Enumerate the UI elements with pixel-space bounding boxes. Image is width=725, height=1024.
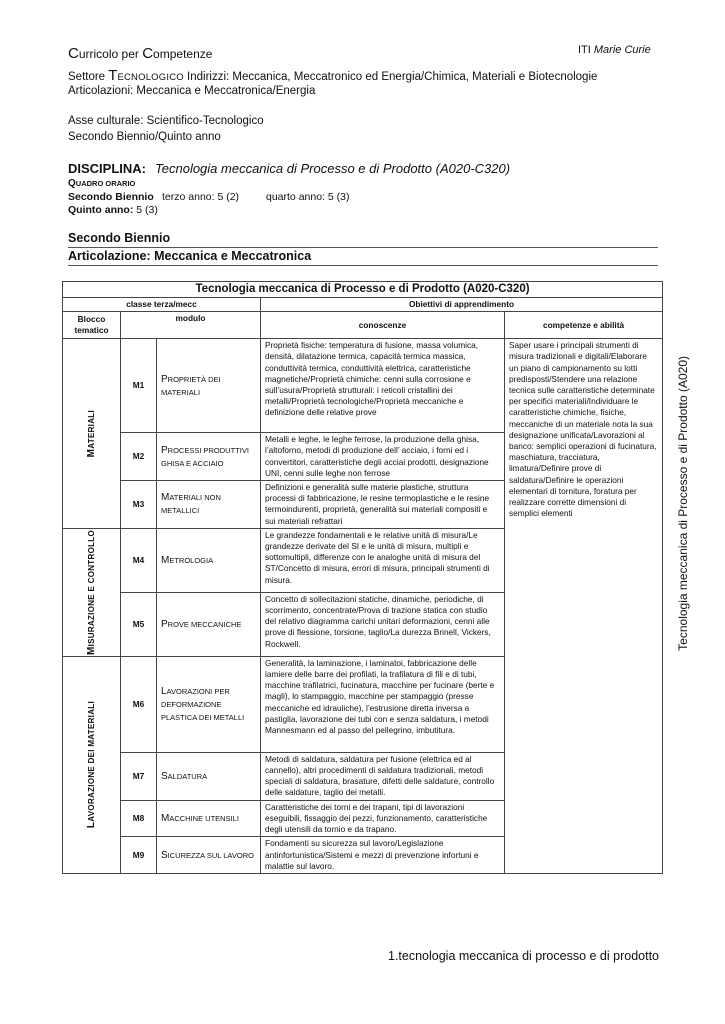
quarto-anno: quarto anno: 5 (3)	[266, 191, 350, 203]
module-name: METROLOGIA	[157, 528, 261, 592]
page-footer: 1.tecnologia meccanica di processo e di prodotto	[388, 949, 659, 963]
competenze-header: competenze e abilità	[505, 312, 663, 339]
module-conoscenze: Metalli e leghe, le leghe ferrose, la produzione della ghisa, l’altoforno, metodi di produzione dell’ acciaio, i forni ed i convertitori, caratteristiche degli acciai prodotti, designazione UNI, cenni sulle leghe non ferrose	[261, 433, 505, 481]
module-conoscenze: Generalità, la laminazione, i laminatoi, fabbricazione delle lamiere delle barre dei profilati, la trafilatura di fili e di tubi, macchine trafilatrici, fucinatura, macchine per fucinare (berte e magli), lo stampaggio, macchine per stampaggio (presse meccaniche ed idrauliche), l’estrusione diretta inversa a pastiglia, lavorazione dei tubi con e senza saldatura, i metodi Mannesmann ed al passo del pellegrino, imbutitura.	[261, 656, 505, 752]
module-name: SALDATURA	[157, 752, 261, 800]
quinto-anno: Quinto anno: 5 (3)	[68, 204, 158, 216]
competenze-cell: Saper usare i principali strumenti di misura tradizionali e digitali/Elaborare un piano di campionamento su lotti predisposti/Stendere una relazione tecnica sulle caratteristiche determinate per specifici materiali/Individuare le caratteristiche chimiche, fisiche, meccaniche di un materiale nota la sua designazione unificata/Lavorazioni al banco: semplici operazioni di fucinatura, maschiatura, tracciatura, limatura/Definire prove di saldatura/Definire le operazioni elementari di tornitura, foratura per realizzare corrette dimensioni di semplici elementi	[505, 339, 663, 874]
school-name: ITI Marie Curie	[578, 44, 651, 56]
articolazioni-line: Articolazioni: Meccanica e Meccatronica/Energia	[68, 85, 316, 97]
block-misurazione: MISURAZIONE E CONTROLLO	[63, 528, 121, 656]
articolazione-rule	[68, 265, 658, 266]
module-conoscenze: Caratteristiche dei torni e dei trapani, tipi di lavorazioni eseguibili, fissaggio dei pezzi, funzionamento, caratteristiche degli utensili da tornio e da trapano.	[261, 800, 505, 837]
quadro-orario-title: QUADRO ORARIO	[68, 178, 136, 189]
module-code: M8	[121, 800, 157, 837]
disciplina-name: Tecnologia meccanica di Processo e di Prodotto (A020-C320)	[155, 161, 511, 176]
disciplina-line	[68, 161, 511, 176]
module-name: PROPRIETÀ DEI MATERIALI	[157, 339, 261, 433]
module-name: MACCHINE UTENSILI	[157, 800, 261, 837]
asse-line: Asse culturale: Scientifico-Tecnologico	[68, 115, 264, 127]
block-lavorazione: LAVORAZIONE DEI MATERIALI	[63, 656, 121, 873]
module-conoscenze: Proprietà fisiche: temperatura di fusione, massa volumica, densità, dilatazione termica, capacità termica massica, conduttività termica, conduttività elettrica, caratteristiche magnetiche/Proprietà chimiche: cenni sulla corrosione e sull’usura/Proprietà strutturali: i reticoli cristallini dei metalli/Proprietà tecnologiche/Proprietà meccaniche e definizione delle relative prove	[261, 339, 505, 433]
table-row	[63, 339, 663, 433]
document-title: Curricolo per Competenze	[68, 45, 213, 62]
modulo-header: modulo	[121, 312, 261, 339]
module-code: M4	[121, 528, 157, 592]
module-name: PROCESSI PRODUTTIVI GHISA E ACCIAIO	[157, 433, 261, 481]
module-conoscenze: Le grandezze fondamentali e le relative unità di misura/Le grandezze derivate del SI e le unità di misura, multipli e sottomultipli, differenze con le analoghe unità di misura del ST/Concetto di misura, errori di misura, principali strumenti di misura.	[261, 528, 505, 592]
biennio-line: Secondo Biennio/Quinto anno	[68, 131, 221, 143]
conoscenze-header: conoscenze	[261, 312, 505, 339]
disciplina-label: DISCIPLINA:	[68, 161, 146, 176]
side-label: Tecnologia meccanica di Processo e di Prodotto (A020)	[676, 356, 690, 651]
module-conoscenze: Concetto di sollecitazioni statiche, dinamiche, periodiche, di scorrimento, concentrate/Prova di trazione statica con studio del relativo diagramma carichi unitari deformazioni, cenni alle prove di flessione, torsione, taglio/La durezza Brinell, Vickers, Rockwell.	[261, 592, 505, 656]
obiettivi-header: Obiettivi di apprendimento	[261, 298, 663, 312]
table-title: Tecnologia meccanica di Processo e di Prodotto (A020-C320)	[63, 282, 663, 298]
module-code: M5	[121, 592, 157, 656]
module-conoscenze: Definizioni e generalità sulle materie plastiche, struttura processi di fabbricazione, le resine termoplastiche e le resine termoindurenti, proprietà, generalità sui materiali compositi e sui materiali refrattari	[261, 481, 505, 529]
module-code: M7	[121, 752, 157, 800]
module-code: M9	[121, 837, 157, 874]
blocco-header: Blocco tematico	[63, 312, 121, 339]
quadro-secondo-row: Secondo Biennio	[68, 191, 154, 203]
settore-line: Settore TECNOLOGICO Indirizzi: Meccanica, Meccatronico ed Energia/Chimica, Materiali e Biotecnologie	[68, 67, 598, 84]
module-name: SICUREZZA SUL LAVORO	[157, 837, 261, 874]
module-name: LAVORAZIONI PER DEFORMAZIONE PLASTICA DEI METALLI	[157, 656, 261, 752]
module-name: MATERIALI NON METALLICI	[157, 481, 261, 529]
module-conoscenze: Fondamenti su sicurezza sul lavoro/Legislazione antinfortunistica/Sistemi e mezzi di prevenzione infortuni e malattie sul lavoro.	[261, 837, 505, 874]
module-code: M6	[121, 656, 157, 752]
module-code: M2	[121, 433, 157, 481]
classe-header: classe terza/mecc	[63, 298, 261, 312]
section-rule	[68, 247, 658, 248]
module-code: M3	[121, 481, 157, 529]
module-name: PROVE MECCANICHE	[157, 592, 261, 656]
terzo-anno: terzo anno: 5 (2)	[162, 191, 240, 203]
block-materiali: MATERIALI	[63, 339, 121, 529]
module-code: M1	[121, 339, 157, 433]
module-conoscenze: Metodi di saldatura, saldatura per fusione (elettrica ed al cannello), altri procedimenti di saldatura tradizionali, metodi speciali di saldatura, brasature, difetti delle saldature, controllo delle saldature, taglio dei metalli.	[261, 752, 505, 800]
articolazione-heading: Articolazione: Meccanica e Meccatronica	[68, 249, 312, 263]
section-heading: Secondo Biennio	[68, 231, 171, 245]
curriculum-table	[62, 281, 663, 874]
